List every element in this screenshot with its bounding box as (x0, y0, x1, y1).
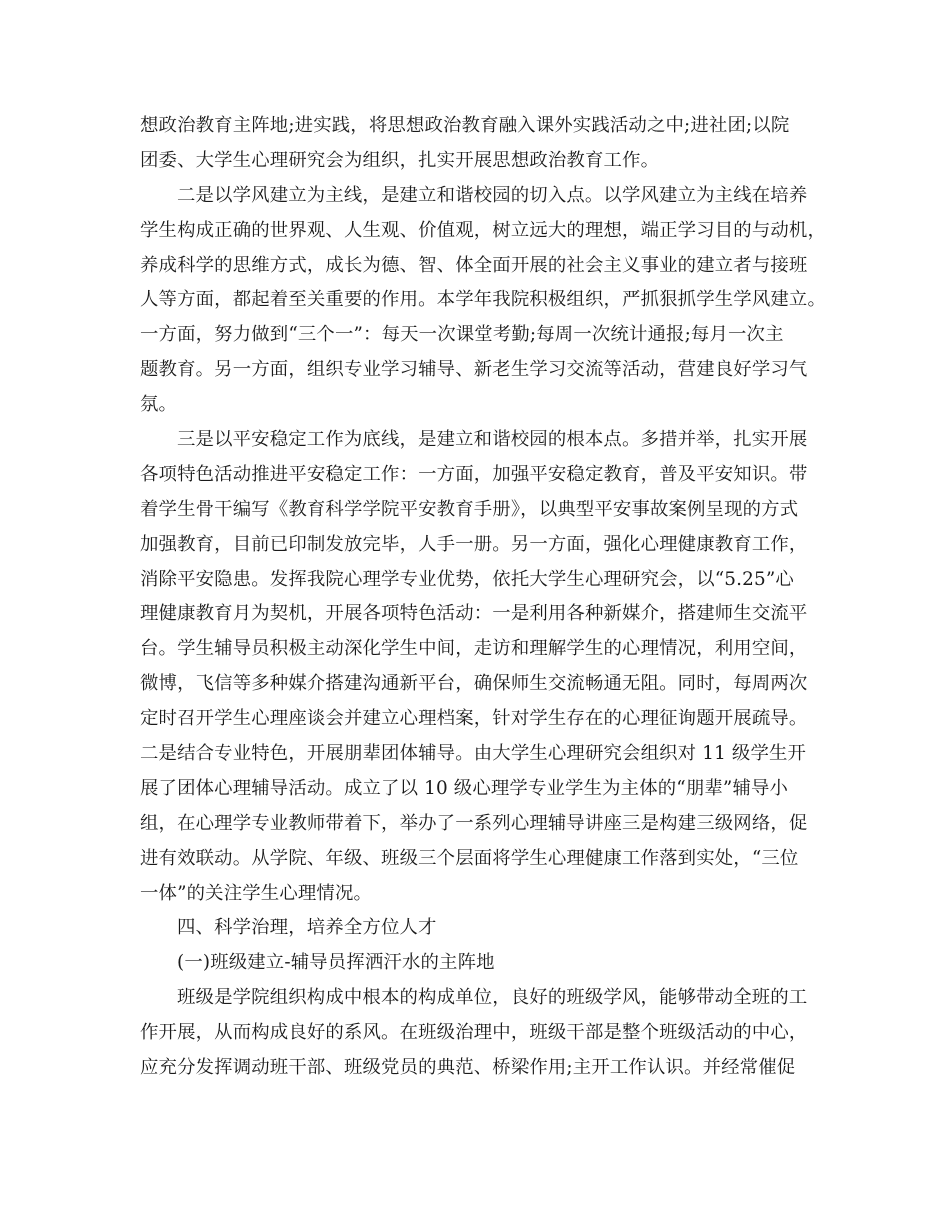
text-line: 人等方面，都起着至关重要的作用。本学年我院积极组织，严抓狠抓学生学风建立。 (140, 289, 827, 311)
text-line: 学生构成正确的世界观、人生观、价值观，树立远大的理想，端正学习目的与动机， (140, 219, 827, 241)
text-line: 班级是学院组织构成中根本的构成单位，良好的班级学风，能够带动全班的工 (177, 987, 808, 1009)
text-line: 想政治教育主阵地;进实践，将思想政治教育融入课外实践活动之中;进社团;以院 (140, 115, 790, 136)
text-line: 一体”的关注学生心理情况。 (140, 882, 373, 904)
text-line: 着学生骨干编写《教育科学学院平安教育手册》，以典型平安事故案例呈现的方式 (140, 498, 799, 520)
text-line: 各项特色活动推进平安稳定工作：一方面，加强平安稳定教育，普及平安知识。带 (140, 463, 808, 485)
text-line: 微博，飞信等多种媒介搭建沟通新平台，确保师生交流畅通无阻。同时，每周两次 (140, 673, 808, 695)
text-line: 理健康教育月为契机，开展各项特色活动：一是利用各种新媒介，搭建师生交流平 (140, 603, 808, 625)
text-line: 进有效联动。从学院、年级、班级三个层面将学生心理健康工作落到实处，“三位 (140, 847, 799, 869)
text-line: 作开展，从而构成良好的系风。在班级治理中，班级干部是整个班级活动的中心， (140, 1022, 808, 1044)
text-line: 加强教育，目前已印制发放完毕，人手一册。另一方面，强化心理健康教育工作， (140, 533, 808, 555)
text-line: 台。学生辅导员积极主动深化学生中间，走访和理解学生的心理情况，利用空间， (140, 638, 808, 660)
text-line: 二是以学风建立为主线，是建立和谐校园的切入点。以学风建立为主线在培养 (177, 184, 808, 206)
text-line: 展了团体心理辅导活动。成立了以 10 级心理学专业学生为主体的“朋辈”辅导小 (140, 777, 789, 799)
document-body (140, 109, 827, 1086)
text-line: 三是以平安稳定工作为底线，是建立和谐校园的根本点。多措并举，扎实开展 (177, 429, 808, 451)
text-line: 题教育。另一方面，组织专业学习辅导、新老生学习交流等活动，营建良好学习气 (140, 359, 808, 381)
text-line: 四、科学治理，培养全方位人才 (177, 917, 437, 939)
text-line: 养成科学的思维方式，成长为德、智、体全面开展的社会主义事业的建立者与接班 (140, 254, 808, 276)
text-line: 消除平安隐患。发挥我院心理学专业优势，依托大学生心理研究会，以“5.25”心 (140, 568, 794, 590)
text-line: (一)班级建立-辅导员挥洒汗水的主阵地 (177, 952, 495, 974)
text-line: 二是结合专业特色，开展朋辈团体辅导。由大学生心理研究会组织对 11 级学生开 (140, 743, 807, 765)
text-line: 组，在心理学专业教师带着下，举办了一系列心理辅导讲座三是构建三级网络，促 (140, 812, 808, 834)
text-line: 团委、大学生心理研究会为组织，扎实开展思想政治教育工作。 (140, 149, 660, 171)
text-line: 应充分发挥调动班干部、班级党员的典范、桥梁作用;主开工作认识。并经常催促 (140, 1057, 796, 1079)
text-line: 定时召开学生心理座谈会并建立心理档案，针对学生存在的心理征询题开展疏导。 (140, 708, 808, 730)
text-line: 氛。 (140, 394, 178, 416)
text-line: 一方面，努力做到“三个一”：每天一次课堂考勤;每周一次统计通报;每月一次主 (140, 324, 784, 346)
